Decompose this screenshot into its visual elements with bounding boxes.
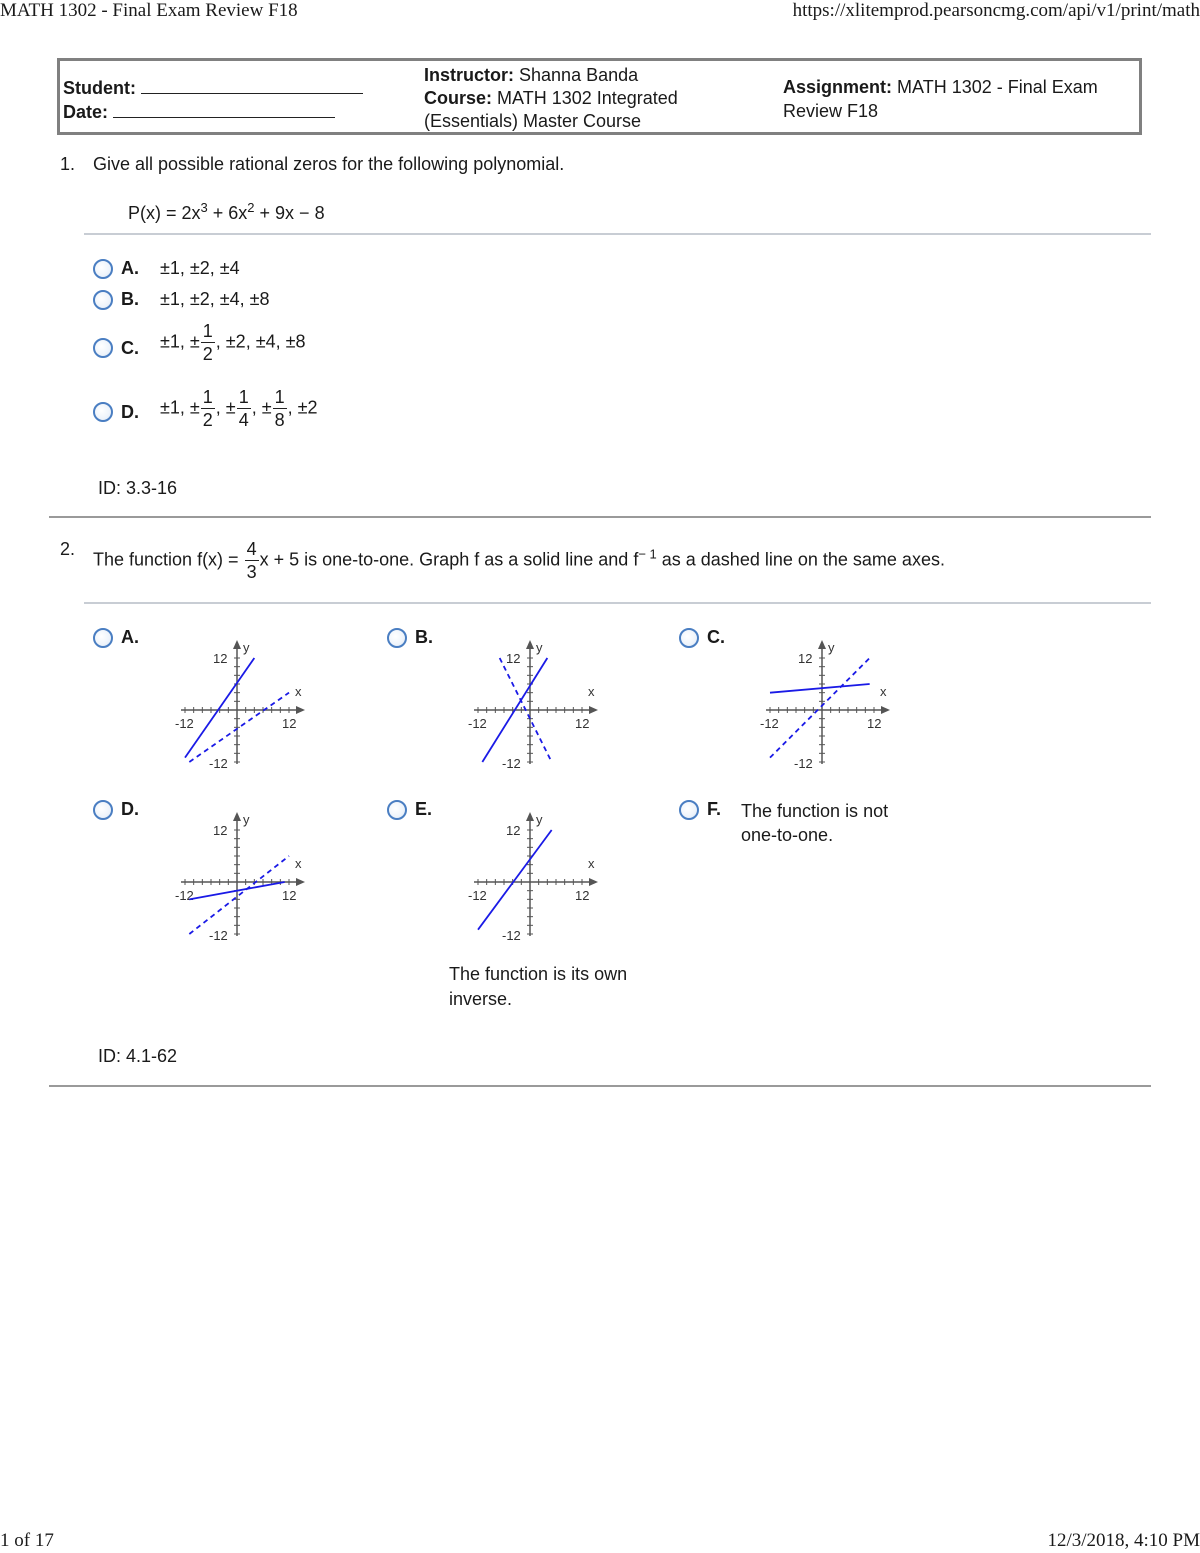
q1-option-c-letter: C. (121, 338, 139, 358)
q1-option-c-radio[interactable] (93, 338, 113, 358)
q1-d-fraction-2 (237, 386, 251, 431)
q2-graph-c-y-arrow (818, 640, 826, 649)
q2-graph-a-solid-line (185, 658, 254, 758)
assignment-field (783, 76, 1098, 99)
date-field (63, 100, 335, 124)
q1-d-fraction-1 (201, 386, 215, 431)
course-value-line2: (Essentials) Master Course (424, 111, 642, 131)
q2-graph-e-x-arrow (589, 878, 598, 886)
q2-option-e-caption-line1: The function is its own (449, 964, 628, 984)
q2-graph-a-x-pos-tick-label: 12 (282, 716, 297, 731)
q2-graph-c-dashed-line (770, 658, 870, 758)
q2-graph-e (468, 802, 608, 942)
q1-option-a-letter: A. (121, 258, 139, 278)
q1-d-fraction-3 (273, 386, 287, 431)
q2-prompt (93, 538, 945, 583)
q2-option-f-line1: The function is not (741, 801, 889, 821)
q2-option-b-radio[interactable] (387, 628, 407, 648)
q1-d-f3-num: 1 (274, 387, 285, 407)
q1-c-frac-num: 1 (202, 321, 213, 341)
q2-option-e-radio[interactable] (387, 800, 407, 820)
q2-graph-a-y-pos-tick-label: 12 (213, 651, 228, 666)
q2-id: ID: 4.1-62 (98, 1046, 178, 1066)
q2-prompt-pre: The function f(x) = (93, 549, 244, 570)
q2-graph-d-y-pos-tick-label: 12 (213, 823, 228, 838)
q1-poly-exp2: 2 (247, 200, 255, 215)
q2-option-f-line2: one-to-one. (741, 825, 834, 845)
q2-graph-e-x-axis-label: x (588, 856, 595, 871)
q1-d-mid2: , ± (251, 397, 272, 418)
q2-number: 2. (60, 539, 76, 559)
q2-option-d-letter: D. (121, 799, 139, 819)
q2-graph-b-x-arrow (589, 706, 598, 714)
q2-graph-c-x-neg-tick-label: -12 (760, 716, 779, 731)
q1-c-post: , ±2, ±4, ±8 (215, 331, 306, 352)
student-blank (141, 76, 363, 94)
q2-option-d-radio[interactable] (93, 800, 113, 820)
q2-graph-c-y-pos-tick-label: 12 (798, 651, 813, 666)
q2-graph-d-y-neg-tick-label: -12 (209, 928, 228, 942)
q2-option-f-radio[interactable] (679, 800, 699, 820)
q2-graph-d-y-axis-label: y (243, 812, 250, 827)
instructor-label: Instructor: (424, 65, 514, 85)
q2-graph-e-solid-line (478, 830, 552, 930)
q2-graph-a-x-arrow (296, 706, 305, 714)
q2-option-c-radio[interactable] (679, 628, 699, 648)
q2-graph-d-x-arrow (296, 878, 305, 886)
q2-graph-b-y-arrow (526, 640, 534, 649)
q2-graph-e-y-pos-tick-label: 12 (506, 823, 521, 838)
q2-option-e-caption (449, 962, 627, 1012)
q2-inverse-exp: − 1 (638, 546, 657, 562)
q1-option-d-letter: D. (121, 402, 139, 422)
q2-graph-c-x-axis-label: x (880, 684, 887, 699)
q1-c-fraction (201, 320, 215, 365)
q1-divider (84, 233, 1151, 235)
q1-d-f2-num: 1 (238, 387, 249, 407)
q2-divider (84, 602, 1151, 604)
q2-graph-e-y-neg-tick-label: -12 (502, 928, 521, 942)
q2-graph-d-x-pos-tick-label: 12 (282, 888, 297, 903)
q1-option-c-text (160, 320, 305, 365)
q2-graph-c-y-neg-tick-label: -12 (794, 756, 813, 770)
q2-graph-a (175, 630, 315, 770)
q1-d-f2-den: 4 (238, 410, 249, 430)
q2-frac-den: 3 (246, 562, 257, 582)
instructor-field (424, 64, 638, 87)
q2-option-a-letter: A. (121, 627, 139, 647)
q2-graph-e-x-pos-tick-label: 12 (575, 888, 590, 903)
q1-option-a-radio[interactable] (93, 259, 113, 279)
q2-graph-c (760, 630, 900, 770)
q1-d-mid1: , ± (215, 397, 236, 418)
q2-graph-a-y-neg-tick-label: -12 (209, 756, 228, 770)
student-field (63, 76, 363, 100)
course-label: Course: (424, 88, 493, 108)
q2-graph-a-y-arrow (233, 640, 241, 649)
q2-graph-c-y-axis-label: y (828, 640, 835, 655)
q1-option-a-text: ±1, ±2, ±4 (160, 258, 240, 278)
q1-option-b-letter: B. (121, 289, 139, 309)
q2-option-f-text (741, 799, 888, 847)
q2-graph-e-y-axis-label: y (536, 812, 543, 827)
q2-graph-b-y-neg-tick-label: -12 (502, 756, 521, 770)
assignment-label: Assignment: (783, 77, 893, 97)
assignment-value-line2: Review F18 (783, 101, 879, 121)
print-footer-timestamp: 12/3/2018, 4:10 PM (1047, 1530, 1200, 1551)
q2-graph-e-x-neg-tick-label: -12 (468, 888, 487, 903)
course-field (424, 87, 678, 110)
q1-poly-exp1: 3 (200, 200, 208, 215)
q2-graph-b (468, 630, 608, 770)
q1-option-d-text (160, 386, 318, 431)
q2-option-e-letter: E. (415, 799, 433, 819)
q2-end-rule (49, 1085, 1151, 1087)
q2-graph-c-solid-line (770, 684, 870, 693)
q1-end-rule (49, 516, 1151, 518)
q1-option-b-text: ±1, ±2, ±4, ±8 (160, 289, 270, 309)
q1-option-d-radio[interactable] (93, 402, 113, 422)
print-header-url: https://xlitemprod.pearsoncmg.com/api/v1/print/math (792, 0, 1200, 21)
q2-graph-d-y-arrow (233, 812, 241, 821)
q2-graph-d-x-neg-tick-label: -12 (175, 888, 194, 903)
q2-graph-d (175, 802, 315, 942)
q2-graph-c-x-arrow (881, 706, 890, 714)
q1-id: ID: 3.3-16 (98, 478, 178, 498)
q2-graph-a-y-axis-label: y (243, 640, 250, 655)
q2-prompt-post: as a dashed line on the same axes. (656, 549, 945, 570)
q2-graph-d-x-axis-label: x (295, 856, 302, 871)
q2-graph-b-x-neg-tick-label: -12 (468, 716, 487, 731)
q2-fraction (245, 538, 259, 583)
assignment-info-box (57, 58, 1142, 135)
q2-graph-b-x-axis-label: x (588, 684, 595, 699)
student-label: Student: (63, 78, 136, 98)
q2-graph-c-x-pos-tick-label: 12 (867, 716, 882, 731)
q1-d-pre: ±1, ± (160, 397, 200, 418)
q2-option-c-letter: C. (707, 627, 725, 647)
q1-c-frac-den: 2 (202, 344, 213, 364)
print-footer-page: 1 of 17 (0, 1530, 54, 1551)
q1-d-f1-den: 2 (202, 410, 213, 430)
q2-frac-num: 4 (246, 539, 257, 559)
date-blank (113, 100, 335, 118)
q1-d-f1-num: 1 (202, 387, 213, 407)
q1-polynomial (128, 200, 325, 224)
q2-option-b-letter: B. (415, 627, 433, 647)
q2-prompt-mid: x + 5 is one-to-one. Graph f as a solid line and f (259, 549, 639, 570)
q1-d-f3-den: 8 (274, 410, 285, 430)
q1-d-post: , ±2 (287, 397, 318, 418)
q2-graph-d-dashed-line (189, 856, 289, 934)
q2-option-a-radio[interactable] (93, 628, 113, 648)
assignment-value: MATH 1302 - Final Exam (897, 77, 1098, 97)
q1-poly-mid: + 6x (207, 203, 248, 223)
q1-prompt: Give all possible rational zeros for the following polynomial. (93, 154, 565, 174)
q2-option-e-caption-line2: inverse. (449, 989, 513, 1009)
instructor-value: Shanna Banda (519, 65, 639, 85)
q2-graph-e-y-arrow (526, 812, 534, 821)
date-label: Date: (63, 102, 109, 122)
q2-graph-b-y-axis-label: y (536, 640, 543, 655)
q2-graph-a-x-neg-tick-label: -12 (175, 716, 194, 731)
q2-graph-b-x-pos-tick-label: 12 (575, 716, 590, 731)
print-header-title: MATH 1302 - Final Exam Review F18 (0, 0, 298, 21)
course-value: MATH 1302 Integrated (497, 88, 678, 108)
q1-poly-prefix: P(x) = 2x (128, 203, 201, 223)
q2-graph-b-y-pos-tick-label: 12 (506, 651, 521, 666)
q2-graph-a-x-axis-label: x (295, 684, 302, 699)
q1-option-b-radio[interactable] (93, 290, 113, 310)
q1-number: 1. (60, 154, 76, 174)
q1-c-pre: ±1, ± (160, 331, 200, 352)
q1-poly-suffix: + 9x − 8 (254, 203, 325, 223)
q2-option-f-letter: F. (707, 799, 722, 819)
